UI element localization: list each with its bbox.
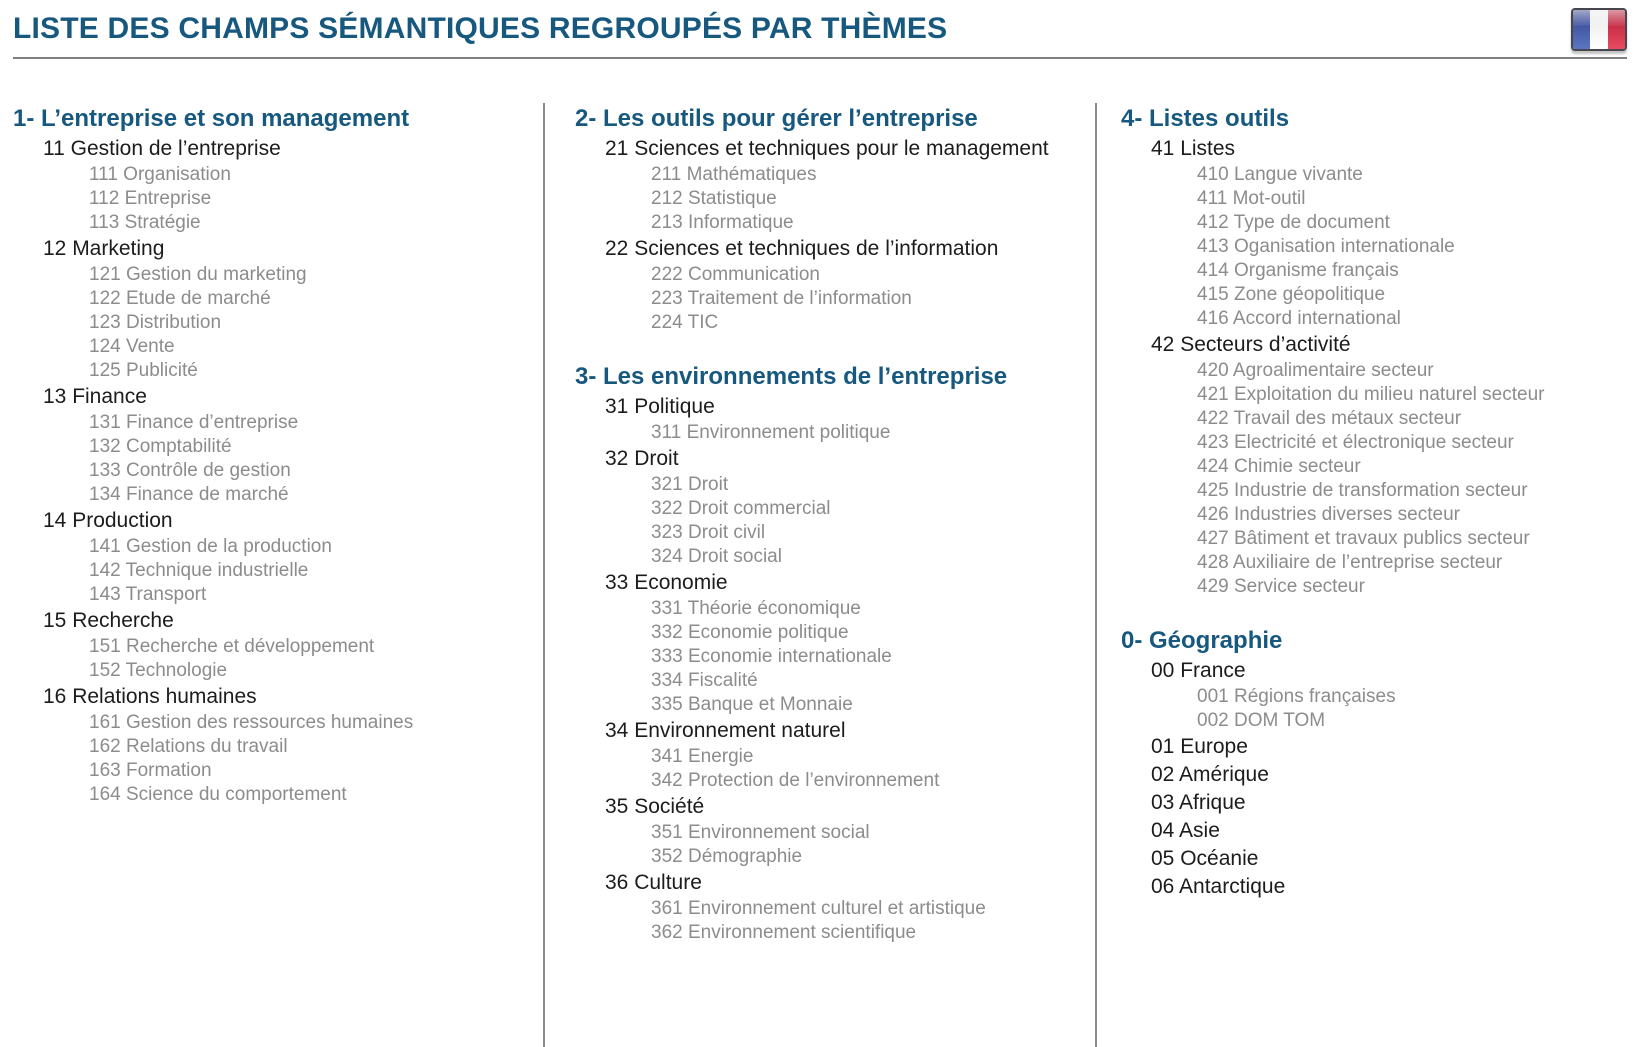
list-item: 333 Economie internationale [651, 646, 892, 667]
page-header [0, 0, 1639, 59]
list-item: 323 Droit civil [651, 522, 766, 543]
list-item: 121 Gestion du marketing [89, 264, 307, 285]
list-item: 161 Gestion des ressources humaines [89, 712, 414, 733]
list-item: 362 Environnement scientifique [651, 922, 917, 943]
flag-red-stripe [1608, 10, 1625, 49]
group-label: 06 Antarctique [1151, 875, 1286, 898]
list-item: 122 Etude de marché [89, 288, 271, 309]
group-label: 41 Listes [1151, 137, 1236, 160]
theme-section [575, 103, 1095, 335]
group-label: 02 Amérique [1151, 763, 1269, 786]
list-item: 412 Type de document [1197, 212, 1390, 233]
list-item: 151 Recherche et développement [89, 636, 375, 657]
list-item: 113 Stratégie [89, 212, 201, 233]
group-label: 15 Recherche [43, 609, 174, 632]
list-item: 141 Gestion de la production [89, 536, 332, 557]
flag-blue-stripe [1573, 10, 1590, 49]
list-item: 001 Régions françaises [1197, 686, 1396, 707]
list-item: 211 Mathématiques [651, 164, 817, 185]
list-item: 143 Transport [89, 584, 207, 605]
flag-white-stripe [1590, 10, 1607, 49]
group-label: 14 Production [43, 509, 173, 532]
group-label: 32 Droit [605, 447, 679, 470]
section-title: 2- Les outils pour gérer l’entreprise [575, 105, 978, 132]
group-label: 16 Relations humaines [43, 685, 257, 708]
section-title: 3- Les environnements de l’entreprise [575, 363, 1008, 390]
list-item: 212 Statistique [651, 188, 777, 209]
column-1 [0, 103, 543, 1047]
list-item: 322 Droit commercial [651, 498, 831, 519]
group-label: 36 Culture [605, 871, 702, 894]
list-item: 426 Industries diverses secteur [1197, 504, 1460, 525]
list-item: 422 Travail des métaux secteur [1197, 408, 1462, 429]
list-item: 134 Finance de marché [89, 484, 289, 505]
list-item: 342 Protection de l’environnement [651, 770, 940, 791]
list-item: 425 Industrie de transformation secteur [1197, 480, 1528, 501]
list-item: 411 Mot-outil [1197, 188, 1306, 209]
list-item: 423 Electricité et électronique secteur [1197, 432, 1514, 453]
list-item: 324 Droit social [651, 546, 782, 567]
list-item: 410 Langue vivante [1197, 164, 1363, 185]
list-item: 415 Zone géopolitique [1197, 284, 1386, 305]
theme-section [575, 361, 1095, 945]
group-label: 22 Sciences et techniques de l’information [605, 237, 999, 260]
list-item: 335 Banque et Monnaie [651, 694, 853, 715]
list-item: 112 Entreprise [89, 188, 212, 209]
themes-content [0, 103, 1639, 1047]
list-item: 132 Comptabilité [89, 436, 232, 457]
list-item: 124 Vente [89, 336, 175, 357]
section-title: 0- Géographie [1121, 627, 1283, 654]
list-item: 416 Accord international [1197, 308, 1401, 329]
list-item: 351 Environnement social [651, 822, 870, 843]
list-item: 421 Exploitation du milieu naturel secteur [1197, 384, 1545, 405]
title-divider [13, 57, 1627, 59]
column-3 [1095, 103, 1639, 1047]
group-label: 03 Afrique [1151, 791, 1246, 814]
theme-section [13, 103, 543, 807]
list-item: 223 Traitement de l’information [651, 288, 912, 309]
list-item: 213 Informatique [651, 212, 794, 233]
list-item: 311 Environnement politique [651, 422, 891, 443]
group-label: 35 Société [605, 795, 705, 818]
group-label: 42 Secteurs d’activité [1151, 333, 1351, 356]
group-label: 01 Europe [1151, 735, 1248, 758]
list-item: 142 Technique industrielle [89, 560, 309, 581]
list-item: 162 Relations du travail [89, 736, 288, 757]
theme-section [1121, 625, 1639, 901]
page-title: LISTE DES CHAMPS SÉMANTIQUES REGROUPÉS PAR THÈMES [13, 12, 948, 45]
list-item: 429 Service secteur [1197, 576, 1365, 597]
group-label: 12 Marketing [43, 237, 165, 260]
list-item: 152 Technologie [89, 660, 228, 681]
group-label: 04 Asie [1151, 819, 1220, 842]
list-item: 424 Chimie secteur [1197, 456, 1361, 477]
list-item: 133 Contrôle de gestion [89, 460, 291, 481]
france-flag-icon [1571, 8, 1627, 51]
list-item: 361 Environnement culturel et artistique [651, 898, 986, 919]
list-item: 334 Fiscalité [651, 670, 758, 691]
list-item: 413 Oganisation internationale [1197, 236, 1455, 257]
list-item: 163 Formation [89, 760, 212, 781]
list-item: 002 DOM TOM [1197, 710, 1326, 731]
list-item: 131 Finance d’entreprise [89, 412, 299, 433]
group-label: 00 France [1151, 659, 1246, 682]
list-item: 111 Organisation [89, 164, 231, 185]
group-label: 13 Finance [43, 385, 147, 408]
list-item: 123 Distribution [89, 312, 222, 333]
list-item: 428 Auxiliaire de l’entreprise secteur [1197, 552, 1503, 573]
section-title: 1- L’entreprise et son management [13, 105, 410, 132]
theme-section [1121, 103, 1639, 599]
column-2 [543, 103, 1095, 1047]
group-label: 33 Economie [605, 571, 728, 594]
group-label: 31 Politique [605, 395, 715, 418]
list-item: 414 Organisme français [1197, 260, 1399, 281]
list-item: 321 Droit [651, 474, 729, 495]
list-item: 341 Energie [651, 746, 754, 767]
list-item: 331 Théorie économique [651, 598, 861, 619]
list-item: 420 Agroalimentaire secteur [1197, 360, 1434, 381]
list-item: 224 TIC [651, 312, 719, 333]
section-title: 4- Listes outils [1121, 105, 1290, 132]
list-item: 222 Communication [651, 264, 820, 285]
list-item: 332 Economie politique [651, 622, 849, 643]
group-label: 05 Océanie [1151, 847, 1259, 870]
group-label: 21 Sciences et techniques pour le management [605, 137, 1049, 160]
group-label: 11 Gestion de l’entreprise [43, 137, 281, 160]
list-item: 164 Science du comportement [89, 784, 347, 805]
group-label: 34 Environnement naturel [605, 719, 846, 742]
list-item: 427 Bâtiment et travaux publics secteur [1197, 528, 1530, 549]
list-item: 352 Démographie [651, 846, 803, 867]
list-item: 125 Publicité [89, 360, 198, 381]
